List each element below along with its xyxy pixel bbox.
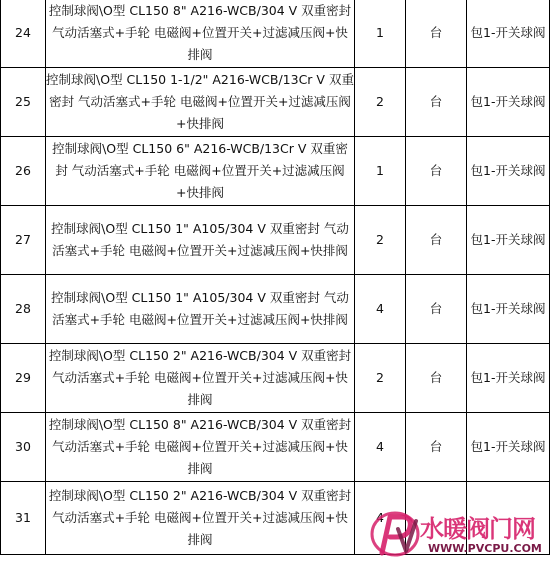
watermark-url: WWW.PVCPU.COM bbox=[428, 542, 542, 555]
item-description: 控制球阀\O型 CL150 8" A216-WCB/304 V 双重密封 气动活塞式+手轮 电磁阀+位置开关+过滤减压阀+快排阀 bbox=[46, 0, 355, 68]
item-quantity: 4 bbox=[355, 482, 406, 555]
item-quantity: 1 bbox=[355, 0, 406, 68]
item-package: 包1-开关球阀 bbox=[467, 413, 550, 482]
pv-logo-icon bbox=[368, 507, 420, 561]
item-package: 包1-开关球阀 bbox=[467, 275, 550, 344]
item-unit: 台 bbox=[406, 0, 467, 68]
table-row bbox=[1, 206, 550, 275]
item-number: 24 bbox=[1, 0, 46, 68]
item-description: 控制球阀\O型 CL150 1" A105/304 V 双重密封 气动活塞式+手轮 电磁阀+位置开关+过滤减压阀+快排阀 bbox=[46, 275, 355, 344]
item-number: 29 bbox=[1, 344, 46, 413]
table-row bbox=[1, 0, 550, 68]
item-unit: 台 bbox=[406, 137, 467, 206]
item-package: 包1-开关球阀 bbox=[467, 344, 550, 413]
item-description: 控制球阀\O型 CL150 1" A105/304 V 双重密封 气动活塞式+手轮 电磁阀+位置开关+过滤减压阀+快排阀 bbox=[46, 206, 355, 275]
item-description: 控制球阀\O型 CL150 2" A216-WCB/304 V 双重密封 气动活塞式+手轮 电磁阀+位置开关+过滤减压阀+快排阀 bbox=[46, 482, 355, 555]
item-package: 包1-开关球阀 bbox=[467, 206, 550, 275]
item-package: 包1-开关球阀 bbox=[467, 137, 550, 206]
item-unit: 台 bbox=[406, 206, 467, 275]
item-description: 控制球阀\O型 CL150 2" A216-WCB/304 V 双重密封 气动活塞式+手轮 电磁阀+位置开关+过滤减压阀+快排阀 bbox=[46, 344, 355, 413]
item-number: 26 bbox=[1, 137, 46, 206]
table-row bbox=[1, 68, 550, 137]
item-package: 包1-开关球阀 bbox=[467, 0, 550, 68]
item-quantity: 2 bbox=[355, 206, 406, 275]
item-quantity: 2 bbox=[355, 68, 406, 137]
item-number: 27 bbox=[1, 206, 46, 275]
item-quantity: 1 bbox=[355, 137, 406, 206]
item-number: 25 bbox=[1, 68, 46, 137]
item-number: 31 bbox=[1, 482, 46, 555]
table-row bbox=[1, 275, 550, 344]
item-quantity: 2 bbox=[355, 344, 406, 413]
item-package: 包1-开关球阀 bbox=[467, 68, 550, 137]
item-unit: 台 bbox=[406, 413, 467, 482]
item-description: 控制球阀\O型 CL150 8" A216-WCB/304 V 双重密封 气动活塞式+手轮 电磁阀+位置开关+过滤减压阀+快排阀 bbox=[46, 413, 355, 482]
item-number: 30 bbox=[1, 413, 46, 482]
item-unit: 台 bbox=[406, 275, 467, 344]
watermark-title: 水暖阀门网 bbox=[420, 515, 535, 543]
item-unit: 台 bbox=[406, 344, 467, 413]
table-row bbox=[1, 137, 550, 206]
item-number: 28 bbox=[1, 275, 46, 344]
item-quantity: 4 bbox=[355, 413, 406, 482]
item-quantity: 4 bbox=[355, 275, 406, 344]
item-description: 控制球阀\O型 CL150 6" A216-WCB/13Cr V 双重密封 气动活塞式+手轮 电磁阀+位置开关+过滤减压阀+快排阀 bbox=[46, 137, 355, 206]
site-watermark bbox=[368, 505, 550, 563]
table-row bbox=[1, 344, 550, 413]
table-row bbox=[1, 413, 550, 482]
item-description: 控制球阀\O型 CL150 1-1/2" A216-WCB/13Cr V 双重密封 气动活塞式+手轮 电磁阀+位置开关+过滤减压阀+快排阀 bbox=[46, 68, 355, 137]
item-unit: 台 bbox=[406, 68, 467, 137]
